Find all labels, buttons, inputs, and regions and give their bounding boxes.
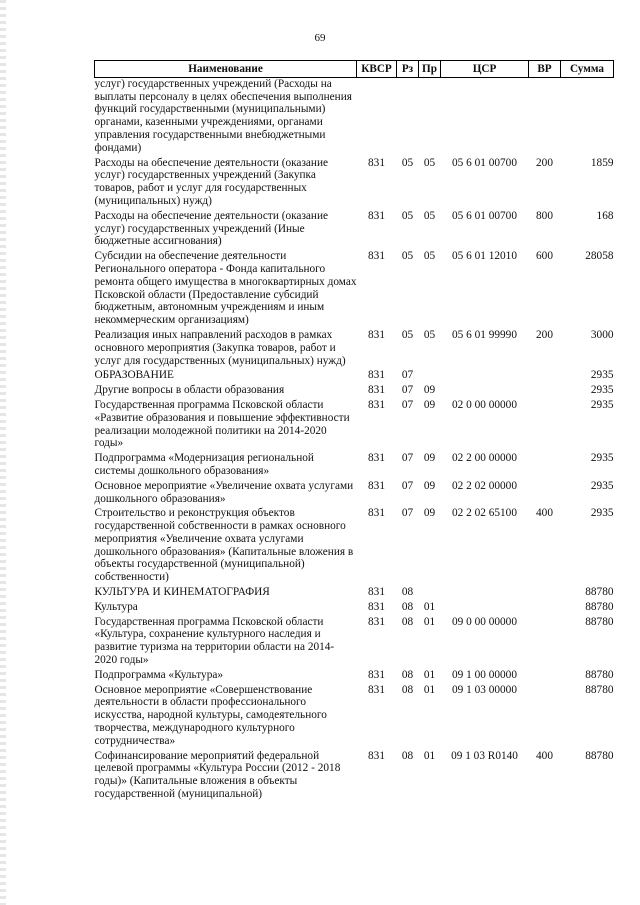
cell-csr [441, 367, 529, 382]
cell-name: Софинансирование мероприятий федеральной целевой программы «Культура России (2012 - 2018 годы)» (Капитальные вложения в объекты государственной (муниципальной) [94, 749, 341, 801]
cell-vr [529, 382, 561, 397]
cell-sum: 1859 [590, 156, 614, 169]
cell-csr: 05 6 01 99990 [452, 328, 517, 341]
cell-csr: 02 2 02 65100 [452, 507, 517, 520]
cell-kvsr: 831 [368, 586, 385, 599]
cell-rz: 07 [401, 398, 414, 411]
cell-csr [441, 584, 529, 599]
cell-vr: 200 [536, 156, 553, 169]
cell-name: Расходы на обеспечение деятельности (оказание услуг) государственных учреждений (Закупка товаров, работ и услуг для государственных (муниципальных) нужд) [94, 156, 329, 207]
cell-rz: 05 [401, 209, 414, 222]
cell-rz: 07 [401, 369, 414, 382]
cell-pr: 05 [423, 209, 436, 222]
cell-sum: 2935 [590, 507, 614, 520]
cell-rz: 07 [401, 384, 414, 397]
cell-rz: 08 [401, 586, 414, 599]
cell-vr [529, 478, 561, 506]
cell-rz: 05 [401, 250, 414, 263]
cell-name: Государственная программа Псковской области «Развитие образования и повышение эффективности реализации молодежной политики на 2014-2020 годы» [94, 398, 350, 450]
cell-kvsr: 831 [368, 369, 385, 382]
cell-vr: 400 [536, 749, 553, 762]
table-row [95, 599, 614, 614]
cell-csr: 02 0 00 00000 [452, 398, 517, 411]
cell-sum: 88780 [585, 615, 614, 628]
table-row [95, 682, 614, 748]
table-row [95, 155, 614, 208]
cell-csr: 09 1 00 00000 [452, 668, 517, 681]
cell-csr [441, 382, 529, 397]
page-number: 69 [314, 32, 326, 44]
cell-vr [529, 667, 561, 682]
column-header-vr: ВР [529, 61, 561, 78]
cell-pr: 01 [423, 600, 436, 613]
table-row [95, 614, 614, 667]
cell-kvsr: 831 [368, 328, 385, 341]
cell-name: Строительство и реконструкция объектов государственной собственности в рамках основного мероприятия «Увеличение охвата услугами дошкольного образования» (Капитальные вложения в объекты государственной (муниципальной) собственности) [94, 507, 354, 584]
cell-kvsr: 831 [368, 668, 385, 681]
budget-table [94, 60, 614, 801]
cell-kvsr: 831 [368, 507, 385, 520]
scan-edge [0, 0, 6, 905]
cell-kvsr: 831 [368, 250, 385, 263]
cell-pr: 09 [423, 398, 436, 411]
cell-kvsr: 831 [368, 615, 385, 628]
cell-rz: 08 [401, 749, 414, 762]
cell-kvsr: 831 [368, 683, 385, 696]
cell-name: КУЛЬТУРА И КИНЕМАТОГРАФИЯ [94, 586, 270, 599]
cell-pr: 01 [423, 615, 436, 628]
table-row [95, 667, 614, 682]
table-row [95, 77, 614, 154]
cell-name: Государственная программа Псковской области «Культура, сохранение культурного наследия и развитие туризма на территории области на 2014-2020 годы» [94, 615, 335, 667]
table-row [95, 450, 614, 478]
cell-csr: 09 1 03 00000 [452, 683, 517, 696]
cell-rz: 07 [401, 479, 414, 492]
cell-vr [529, 599, 561, 614]
table-row [95, 478, 614, 506]
cell-csr: 05 6 01 12010 [452, 250, 517, 263]
cell-pr: 01 [423, 668, 436, 681]
cell-rz: 07 [401, 452, 414, 465]
cell-pr: 09 [423, 452, 436, 465]
cell-kvsr: 831 [368, 384, 385, 397]
table-row [95, 382, 614, 397]
table-header-row [95, 61, 614, 78]
cell-pr: 09 [423, 479, 436, 492]
cell-vr [529, 450, 561, 478]
column-header-pr: Пр [419, 61, 441, 78]
cell-sum: 88780 [585, 586, 614, 599]
cell-pr: 01 [423, 749, 436, 762]
cell-csr: 09 0 00 00000 [452, 615, 517, 628]
cell-name: Субсидии на обеспечение деятельности Регионального оператора - Фонда капитального ремонта общего имущества в многоквартирных домах Псковской области (Предоставление субсидий бюджетным, автономным учреждениям и иным некоммерческим организациям) [94, 250, 357, 327]
cell-rz: 08 [401, 668, 414, 681]
cell-name: услуг) государственных учреждений (Расходы на выплаты персоналу в целях обеспечения выполнения функций государственными (муниципальными) органами, казенными учреждениями, органами управления государственными внебюджетными фондами) [94, 77, 352, 154]
cell-name: Подпрограмма «Культура» [94, 668, 224, 681]
cell-sum: 88780 [585, 749, 614, 762]
cell-csr [441, 77, 529, 154]
cell-name: Реализация иных направлений расходов в рамках основного мероприятия (Закупка товаров, работ и услуг для государственных (муниципальных) нужд) [94, 328, 346, 367]
cell-pr: 01 [423, 683, 436, 696]
table-row [95, 505, 614, 584]
cell-pr: 05 [423, 156, 436, 169]
cell-kvsr [357, 77, 397, 154]
cell-name: Расходы на обеспечение деятельности (оказание услуг) государственных учреждений (Иные бюджетные ассигнования) [94, 209, 329, 248]
cell-kvsr: 831 [368, 452, 385, 465]
cell-sum: 88780 [585, 668, 614, 681]
cell-name: Культура [94, 600, 138, 613]
column-header-csr: ЦСР [441, 61, 529, 78]
column-header-name: Наименование [95, 61, 357, 78]
cell-sum [561, 77, 614, 154]
cell-vr: 800 [536, 209, 553, 222]
cell-rz: 08 [401, 615, 414, 628]
cell-pr [419, 77, 441, 154]
cell-name: Другие вопросы в области образования [94, 384, 285, 397]
cell-name: ОБРАЗОВАНИЕ [94, 369, 174, 382]
cell-csr: 05 6 01 00700 [452, 209, 517, 222]
cell-pr: 05 [423, 250, 436, 263]
cell-kvsr: 831 [368, 749, 385, 762]
cell-vr [529, 614, 561, 667]
cell-vr: 200 [536, 328, 553, 341]
cell-sum: 2935 [590, 452, 614, 465]
cell-rz [397, 77, 419, 154]
cell-kvsr: 831 [368, 479, 385, 492]
cell-kvsr: 831 [368, 600, 385, 613]
table-row [95, 584, 614, 599]
cell-rz: 08 [401, 600, 414, 613]
cell-vr [529, 584, 561, 599]
cell-rz: 05 [401, 328, 414, 341]
cell-pr: 05 [423, 328, 436, 341]
cell-kvsr: 831 [368, 209, 385, 222]
cell-kvsr: 831 [368, 398, 385, 411]
cell-vr: 600 [536, 250, 553, 263]
cell-rz: 08 [401, 683, 414, 696]
cell-sum: 3000 [590, 328, 614, 341]
cell-sum: 28058 [585, 250, 614, 263]
table-row [95, 748, 614, 801]
column-header-sum: Сумма [561, 61, 614, 78]
cell-pr: 09 [423, 384, 436, 397]
cell-csr [441, 599, 529, 614]
cell-pr: 09 [423, 507, 436, 520]
cell-csr: 05 6 01 00700 [452, 156, 517, 169]
cell-sum: 2935 [590, 479, 614, 492]
cell-sum: 88780 [585, 683, 614, 696]
table-row [95, 208, 614, 248]
cell-rz: 07 [401, 507, 414, 520]
cell-rz: 05 [401, 156, 414, 169]
cell-vr: 400 [536, 507, 553, 520]
cell-name: Основное мероприятие «Совершенствование деятельности в области профессионального искусства, народной культуры, самодеятельного творчества, международного культурного сотрудничества» [94, 683, 327, 747]
cell-csr: 09 1 03 R0140 [451, 749, 518, 762]
cell-csr: 02 2 02 00000 [452, 479, 517, 492]
cell-sum: 2935 [590, 369, 614, 382]
cell-sum: 2935 [590, 398, 614, 411]
table-row [95, 397, 614, 450]
cell-name: Основное мероприятие «Увеличение охвата услугами дошкольного образования» [94, 479, 354, 505]
cell-name: Подпрограмма «Модернизация региональной системы дошкольного образования» [94, 452, 314, 477]
cell-sum: 168 [596, 209, 614, 222]
cell-csr: 02 2 00 00000 [452, 452, 517, 465]
column-header-kvsr: КВСР [357, 61, 397, 78]
table-row [95, 367, 614, 382]
cell-sum: 2935 [590, 384, 614, 397]
table-row [95, 248, 614, 327]
cell-pr [419, 367, 441, 382]
cell-vr [529, 397, 561, 450]
cell-vr [529, 77, 561, 154]
cell-pr [419, 584, 441, 599]
cell-kvsr: 831 [368, 156, 385, 169]
column-header-rz: Рз [397, 61, 419, 78]
cell-sum: 88780 [585, 600, 614, 613]
table-row [95, 327, 614, 367]
cell-vr [529, 682, 561, 748]
cell-vr [529, 367, 561, 382]
